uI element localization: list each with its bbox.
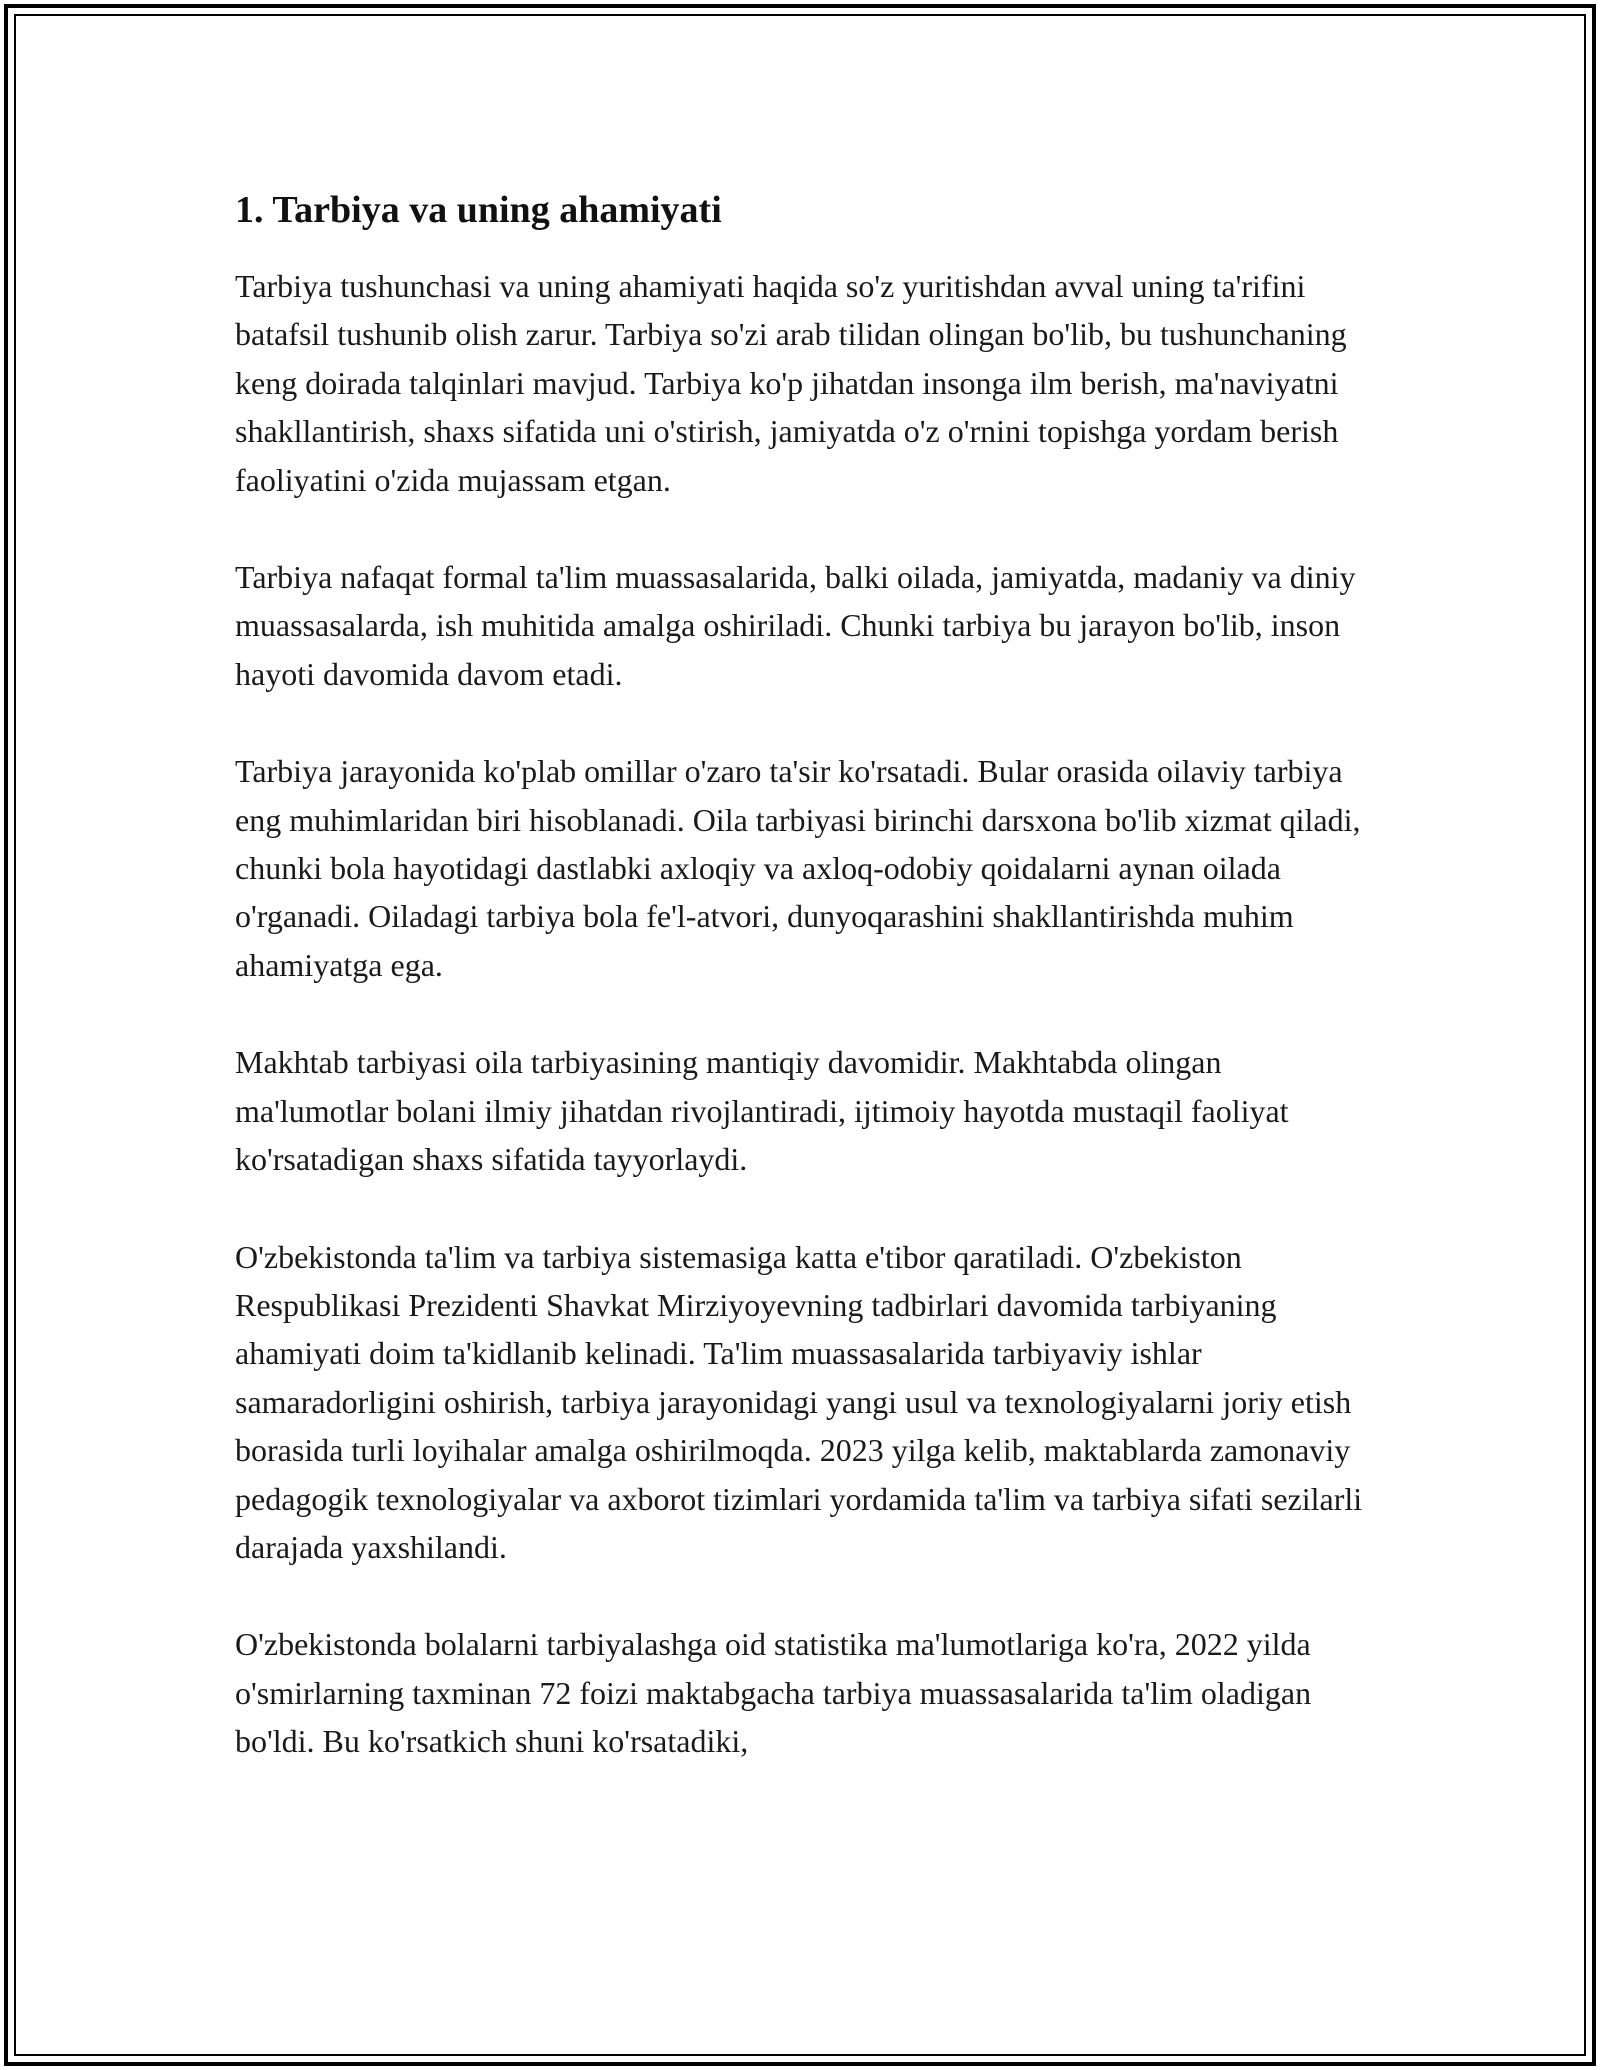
paragraph-family-upbringing: Tarbiya jarayonida ko'plab omillar o'zaro ta'sir ko'rsatadi. Bular orasida oilaviy tarbiya eng muhimlaridan biri hisoblanadi. Oila tarbiyasi birinchi darsxona bo'lib xizmat qiladi, chunki bola hayotidagi dastlabki axloqiy va axloq-odobiy qoidalarni aynan oilada o'rganadi. Oiladagi tarbiya bola fe'l-atvori, dunyoqarashini shakllantirishda muhim ahamiyatga ega. [235, 753, 1361, 983]
paragraph-uzbekistan-system: O'zbekistonda ta'lim va tarbiya sistemasiga katta e'tibor qaratiladi. O'zbekiston Respublikasi Prezidenti Shavkat Mirziyoyevning tadbirlari davomida tarbiyaning ahamiyati doim ta'kidlanib kelinadi. Ta'lim muassasalarida tarbiyaviy ishlar samaradorligini oshirish, tarbiya jarayonidagi yangi usul va texnologiyalarni joriy etish borasida turli loyihalar amalga oshirilmoqda. 2023 yilga kelib, maktablarda zamonaviy pedagogik texnologiyalar va axborot tizimlari yordamida ta'lim va tarbiya sifati sezilarli darajada yaxshilandi. [235, 1238, 1363, 1565]
document-body [235, 186, 1375, 1815]
paragraph-statistics: O'zbekistonda bolalarni tarbiyalashga oid statistika ma'lumotlariga ko'ra, 2022 yilda o'smirlarning taxminan 72 foizi maktabgacha tarbiya muassasalarida ta'lim oladigan bo'ldi. Bu ko'rsatkich shuni ko'rsatadiki, [235, 1626, 1312, 1760]
paragraph-definition: Tarbiya tushunchasi va uning ahamiyati haqida so'z yuritishdan avval uning ta'rifini batafsil tushunib olish zarur. Tarbiya so'zi arab tilidan olingan bo'lib, bu tushunchaning keng doirada talqinlari mavjud. Tarbiya ko'p jihatdan insonga ilm berish, ma'naviyatni shakllantirish, shaxs sifatida uni o'stirish, jamiyatda o'z o'rnini topishga yordam berish faoliyatini o'zida mujassam etgan. [235, 268, 1347, 498]
section-heading: 1. Tarbiya va uning ahamiyati [235, 189, 722, 231]
paragraph-settings: Tarbiya nafaqat formal ta'lim muassasalarida, balki oilada, jamiyatda, madaniy va diniy muassasalarda, ish muhitida amalga oshiriladi. Chunki tarbiya bu jarayon bo'lib, inson hayoti davomida davom etadi. [235, 559, 1356, 692]
paragraph-school-upbringing: Makhtab tarbiyasi oila tarbiyasining mantiqiy davomidir. Makhtabda olingan ma'lumotlar bolani ilmiy jihatdan rivojlantiradi, ijtimoiy hayotda mustaqil faoliyat ko'rsatadigan shaxs sifatida tayyorlaydi. [235, 1044, 1289, 1178]
